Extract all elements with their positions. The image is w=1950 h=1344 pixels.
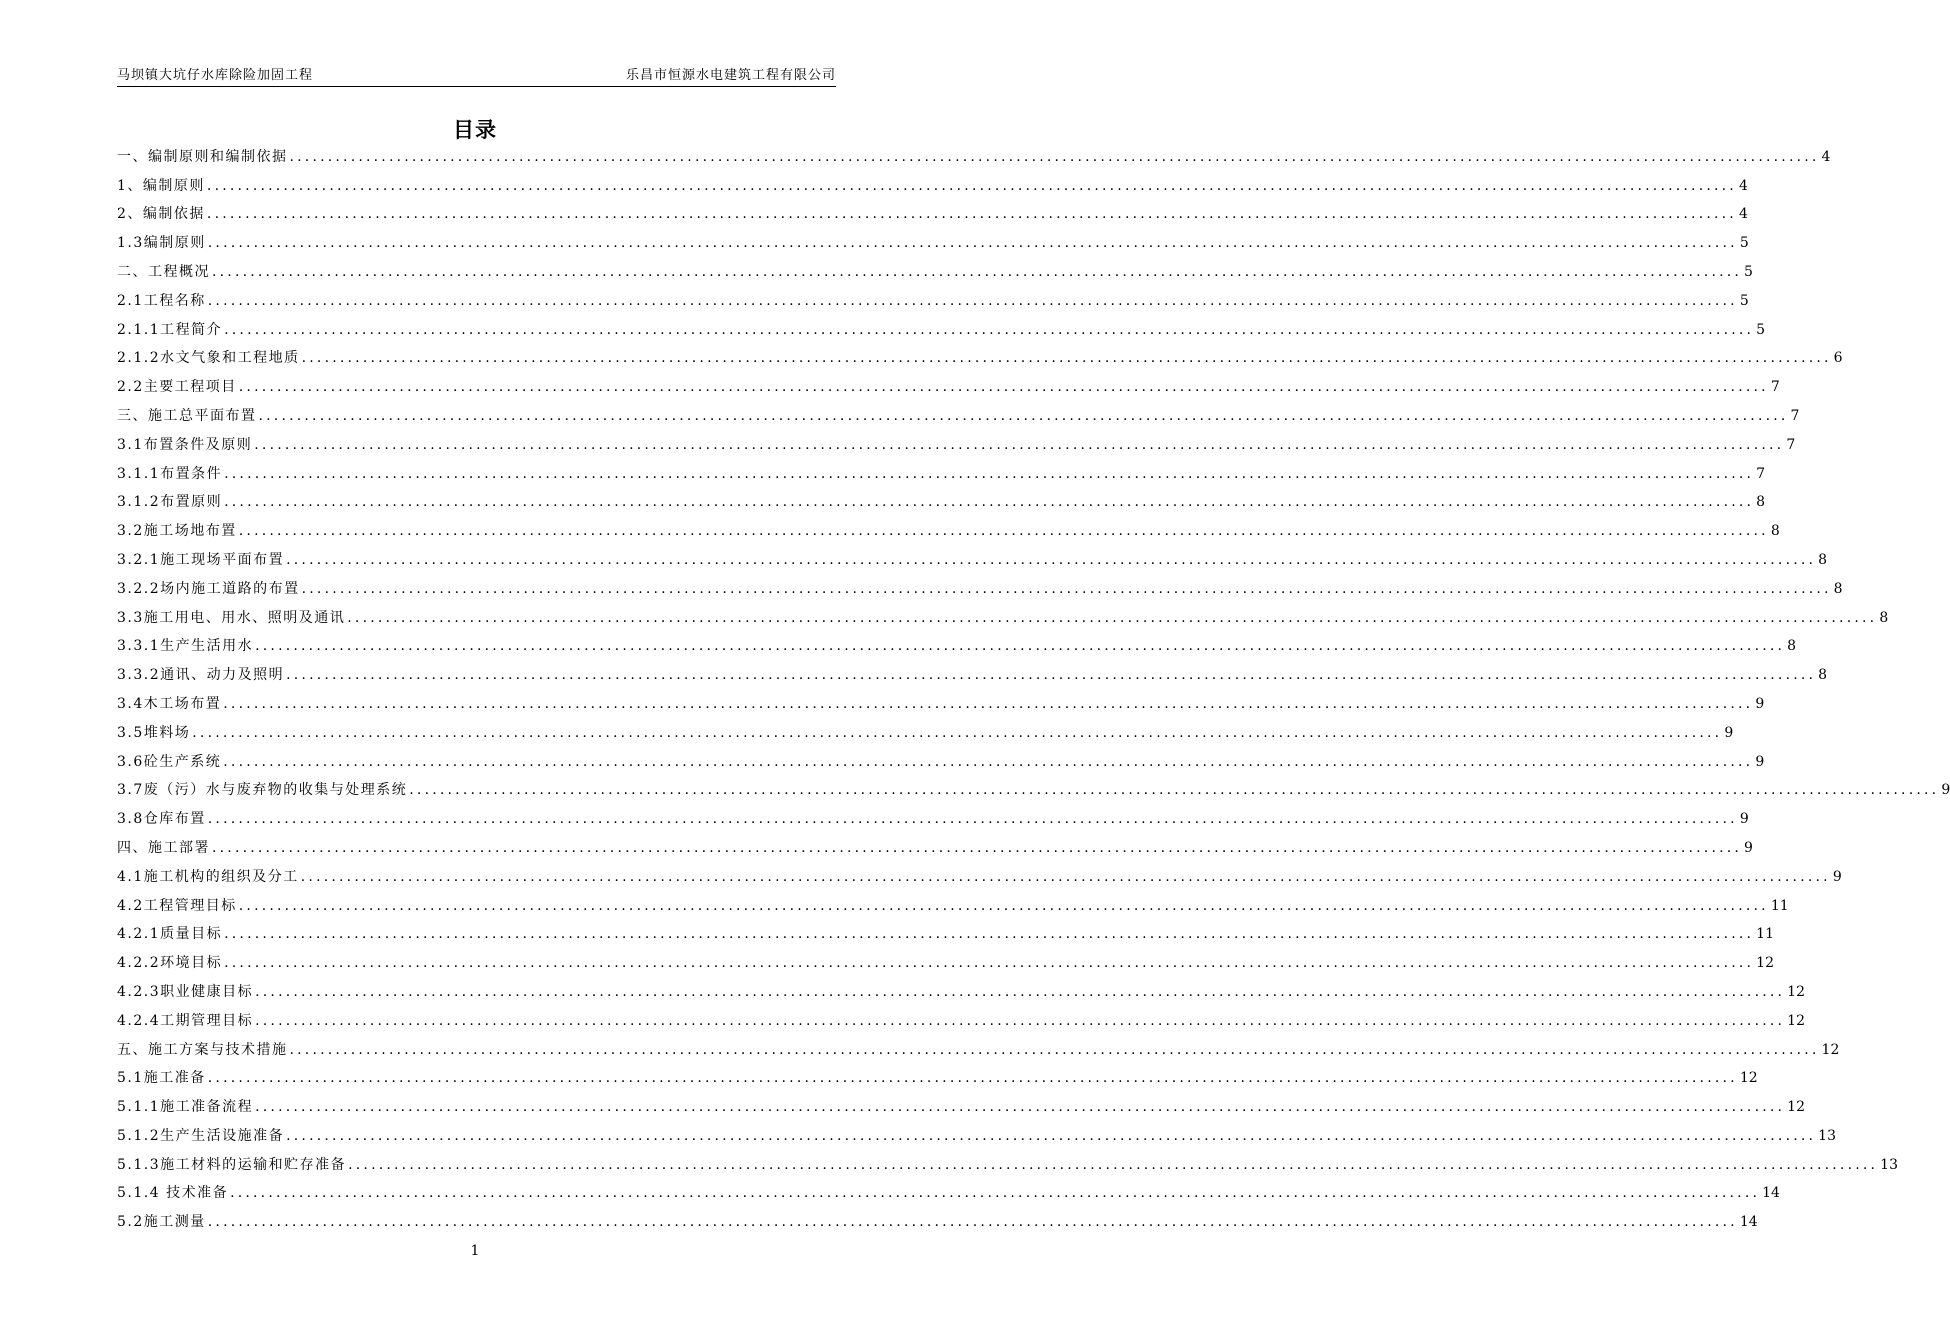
toc-entry[interactable] bbox=[117, 916, 1774, 945]
toc-entry[interactable] bbox=[117, 772, 1950, 801]
toc-entry[interactable] bbox=[117, 167, 1748, 196]
toc-entry-label: 1、编制原则 bbox=[117, 177, 205, 194]
toc-entry[interactable] bbox=[117, 1002, 1805, 1031]
toc-leader-dots: ........................................................................................................................................................................................................ bbox=[230, 1185, 1761, 1202]
toc-leader-dots: ........................................................................................................................................................................................................ bbox=[206, 177, 1737, 194]
toc-entry[interactable] bbox=[117, 714, 1734, 743]
toc-entry-label: 4.2.4工期管理目标 bbox=[117, 1012, 254, 1029]
toc-entry-label: 3.3施工用电、用水、照明及通讯 bbox=[117, 609, 346, 626]
toc-entry[interactable] bbox=[117, 800, 1749, 829]
toc-entry-label: 一、编制原则和编制依据 bbox=[117, 148, 288, 165]
toc-entry-label: 2.2主要工程项目 bbox=[117, 379, 237, 396]
toc-entry[interactable] bbox=[117, 282, 1749, 311]
toc-entry[interactable] bbox=[117, 196, 1748, 225]
toc-entry-page: 13 bbox=[1818, 1127, 1836, 1144]
toc-entry[interactable] bbox=[117, 1088, 1805, 1117]
toc-entry-page: 6 bbox=[1833, 350, 1843, 367]
toc-entry-page: 9 bbox=[1744, 839, 1753, 856]
toc-entry[interactable] bbox=[117, 368, 1780, 397]
toc-leader-dots: ........................................................................................................................................................................................................ bbox=[224, 926, 1755, 943]
toc-entry-page: 9 bbox=[1941, 782, 1950, 799]
toc-entry-page: 4 bbox=[1738, 177, 1748, 194]
toc-entry-page: 7 bbox=[1786, 436, 1796, 453]
toc-entry[interactable] bbox=[117, 656, 1828, 685]
toc-entry-page: 9 bbox=[1755, 695, 1765, 712]
toc-entry-page: 8 bbox=[1833, 580, 1843, 597]
toc-entry-page: 8 bbox=[1756, 494, 1766, 511]
toc-entry-label: 4.2.2环境目标 bbox=[117, 955, 223, 972]
toc-entry-label: 3.3.1生产生活用水 bbox=[117, 638, 254, 655]
toc-entry-page: 9 bbox=[1724, 724, 1734, 741]
toc-entry[interactable] bbox=[117, 1175, 1780, 1204]
toc-entry-label: 5.1.3施工材料的运输和贮存准备 bbox=[117, 1156, 347, 1173]
toc-entry-page: 8 bbox=[1818, 551, 1828, 568]
toc-entry-label: 3.1.2布置原则 bbox=[117, 494, 223, 511]
toc-leader-dots: ........................................................................................................................................................................................................ bbox=[254, 436, 1785, 453]
toc-entry-page: 12 bbox=[1756, 955, 1774, 972]
toc-leader-dots: ........................................................................................................................................................................................................ bbox=[255, 983, 1786, 1000]
toc-entry-page: 11 bbox=[1756, 926, 1774, 943]
toc-leader-dots: ........................................................................................................................................................................................................ bbox=[206, 206, 1737, 223]
toc-entry-page: 9 bbox=[1832, 868, 1842, 885]
toc-entry[interactable] bbox=[117, 570, 1843, 599]
table-of-contents bbox=[117, 138, 1950, 1232]
toc-entry-label: 3.6砼生产系统 bbox=[117, 753, 222, 770]
toc-leader-dots: ........................................................................................................................................................................................................ bbox=[207, 1214, 1738, 1231]
toc-entry-label: 3.4木工场布置 bbox=[117, 695, 222, 712]
toc-entry[interactable] bbox=[117, 484, 1766, 513]
header-company-name: 乐昌市恒源水电建筑工程有限公司 bbox=[625, 68, 836, 83]
toc-entry-page: 13 bbox=[1880, 1156, 1898, 1173]
toc-entry[interactable] bbox=[117, 253, 1753, 282]
toc-leader-dots: ........................................................................................................................................................................................................ bbox=[224, 321, 1755, 338]
toc-leader-dots: ........................................................................................................................................................................................................ bbox=[224, 955, 1755, 972]
page-header bbox=[117, 64, 836, 87]
toc-leader-dots: ........................................................................................................................................................................................................ bbox=[207, 292, 1738, 309]
toc-entry-page: 9 bbox=[1755, 753, 1765, 770]
toc-entry[interactable] bbox=[117, 1117, 1836, 1146]
page-number: 1 bbox=[470, 1243, 480, 1259]
toc-entry-page: 12 bbox=[1821, 1041, 1840, 1058]
toc-entry-label: 3.3.2通讯、动力及照明 bbox=[117, 667, 285, 684]
toc-leader-dots: ........................................................................................................................................................................................................ bbox=[300, 868, 1831, 885]
toc-entry[interactable] bbox=[117, 397, 1800, 426]
toc-leader-dots: ........................................................................................................................................................................................................ bbox=[255, 1099, 1786, 1116]
toc-entry-label: 3.7废（污）水与废弃物的收集与处理系统 bbox=[117, 782, 408, 799]
toc-entry-page: 8 bbox=[1879, 609, 1889, 626]
toc-entry[interactable] bbox=[117, 887, 1789, 916]
toc-entry-label: 四、施工部署 bbox=[117, 839, 210, 856]
toc-entry[interactable] bbox=[117, 1146, 1898, 1175]
toc-entry-page: 14 bbox=[1762, 1185, 1780, 1202]
toc-leader-dots: ........................................................................................................................................................................................................ bbox=[224, 465, 1755, 482]
toc-leader-dots: ........................................................................................................................................................................................................ bbox=[238, 897, 1769, 914]
toc-entry-page: 4 bbox=[1738, 206, 1748, 223]
toc-leader-dots: ........................................................................................................................................................................................................ bbox=[207, 1070, 1738, 1087]
toc-entry[interactable] bbox=[117, 1203, 1758, 1232]
toc-leader-dots: ........................................................................................................................................................................................................ bbox=[286, 551, 1817, 568]
toc-leader-dots: ........................................................................................................................................................................................................ bbox=[223, 753, 1754, 770]
toc-entry-label: 五、施工方案与技术措施 bbox=[117, 1041, 288, 1058]
toc-entry-label: 3.2施工场地布置 bbox=[117, 523, 237, 540]
toc-entry-label: 5.1.1施工准备流程 bbox=[117, 1099, 254, 1116]
toc-entry-label: 4.2.3职业健康目标 bbox=[117, 983, 254, 1000]
toc-entry-page: 8 bbox=[1787, 638, 1797, 655]
toc-entry[interactable] bbox=[117, 138, 1831, 167]
toc-entry-label: 2.1.2水文气象和工程地质 bbox=[117, 350, 300, 367]
toc-entry[interactable] bbox=[117, 340, 1843, 369]
toc-entry-page: 5 bbox=[1744, 263, 1753, 280]
toc-entry[interactable] bbox=[117, 455, 1766, 484]
toc-entry-label: 4.2.1质量目标 bbox=[117, 926, 223, 943]
toc-leader-dots: ........................................................................................................................................................................................................ bbox=[224, 494, 1755, 511]
toc-entry[interactable] bbox=[117, 944, 1774, 973]
toc-entry-label: 2.1工程名称 bbox=[117, 292, 206, 309]
toc-entry-page: 12 bbox=[1787, 1012, 1805, 1029]
toc-entry[interactable] bbox=[117, 311, 1766, 340]
toc-entry[interactable] bbox=[117, 512, 1780, 541]
toc-entry-label: 3.5堆料场 bbox=[117, 724, 191, 741]
toc-leader-dots: ........................................................................................................................................................................................................ bbox=[258, 407, 1789, 424]
toc-entry-label: 3.2.2场内施工道路的布置 bbox=[117, 580, 300, 597]
toc-entry-page: 11 bbox=[1770, 897, 1789, 914]
toc-entry-label: 三、施工总平面布置 bbox=[117, 407, 257, 424]
toc-entry-page: 8 bbox=[1770, 523, 1780, 540]
toc-entry-page: 12 bbox=[1787, 1099, 1805, 1116]
toc-leader-dots: ........................................................................................................................................................................................................ bbox=[192, 724, 1723, 741]
toc-leader-dots: ........................................................................................................................................................................................................ bbox=[255, 638, 1786, 655]
toc-leader-dots: ........................................................................................................................................................................................................ bbox=[409, 782, 1940, 799]
toc-leader-dots: ........................................................................................................................................................................................................ bbox=[289, 1041, 1820, 1058]
toc-entry[interactable] bbox=[117, 599, 1889, 628]
toc-entry-page: 7 bbox=[1770, 379, 1780, 396]
toc-entry-label: 3.2.1施工现场平面布置 bbox=[117, 551, 285, 568]
toc-entry-page: 7 bbox=[1756, 465, 1766, 482]
toc-entry-label: 二、工程概况 bbox=[117, 263, 210, 280]
toc-entry-page: 14 bbox=[1739, 1214, 1758, 1231]
toc-leader-dots: ........................................................................................................................................................................................................ bbox=[348, 1156, 1879, 1173]
toc-entry-page: 12 bbox=[1787, 983, 1805, 1000]
toc-entry-page: 5 bbox=[1739, 235, 1749, 252]
header-project-name: 马坝镇大坑仔水库除险加固工程 bbox=[117, 68, 314, 83]
toc-entry-page: 4 bbox=[1821, 148, 1831, 165]
toc-leader-dots: ........................................................................................................................................................................................................ bbox=[255, 1012, 1786, 1029]
toc-entry[interactable] bbox=[117, 829, 1753, 858]
toc-entry-page: 5 bbox=[1739, 292, 1749, 309]
toc-leader-dots: ........................................................................................................................................................................................................ bbox=[212, 263, 1743, 280]
toc-entry-page: 12 bbox=[1739, 1070, 1758, 1087]
toc-entry[interactable] bbox=[117, 973, 1805, 1002]
toc-leader-dots: ........................................................................................................................................................................................................ bbox=[286, 667, 1817, 684]
page-title: 目录 bbox=[453, 118, 497, 142]
toc-leader-dots: ........................................................................................................................................................................................................ bbox=[301, 580, 1832, 597]
toc-leader-dots: ........................................................................................................................................................................................................ bbox=[347, 609, 1878, 626]
toc-entry-label: 4.2工程管理目标 bbox=[117, 897, 237, 914]
toc-entry-page: 9 bbox=[1739, 811, 1749, 828]
toc-entry-label: 1.3编制原则 bbox=[117, 235, 206, 252]
toc-entry-label: 5.1.2生产生活设施准备 bbox=[117, 1127, 285, 1144]
toc-leader-dots: ........................................................................................................................................................................................................ bbox=[212, 839, 1743, 856]
toc-leader-dots: ........................................................................................................................................................................................................ bbox=[223, 695, 1754, 712]
toc-leader-dots: ........................................................................................................................................................................................................ bbox=[286, 1127, 1817, 1144]
toc-entry-label: 2、编制依据 bbox=[117, 206, 205, 223]
toc-entry[interactable] bbox=[117, 541, 1828, 570]
toc-entry-label: 5.1施工准备 bbox=[117, 1070, 206, 1087]
toc-entry-label: 3.1布置条件及原则 bbox=[117, 436, 253, 453]
toc-leader-dots: ........................................................................................................................................................................................................ bbox=[207, 811, 1738, 828]
toc-entry[interactable] bbox=[117, 628, 1797, 657]
toc-entry[interactable] bbox=[117, 1060, 1758, 1089]
toc-entry-label: 5.2施工测量 bbox=[117, 1214, 206, 1231]
toc-leader-dots: ........................................................................................................................................................................................................ bbox=[301, 350, 1832, 367]
toc-leader-dots: ........................................................................................................................................................................................................ bbox=[289, 148, 1820, 165]
toc-entry-label: 3.8仓库布置 bbox=[117, 811, 206, 828]
toc-entry[interactable] bbox=[117, 224, 1749, 253]
toc-entry-page: 7 bbox=[1790, 407, 1800, 424]
toc-entry-label: 3.1.1布置条件 bbox=[117, 465, 223, 482]
toc-entry[interactable] bbox=[117, 743, 1765, 772]
toc-entry[interactable] bbox=[117, 426, 1796, 455]
toc-leader-dots: ........................................................................................................................................................................................................ bbox=[238, 523, 1769, 540]
toc-entry-page: 5 bbox=[1756, 321, 1766, 338]
toc-entry[interactable] bbox=[117, 1031, 1840, 1060]
toc-entry-page: 8 bbox=[1818, 667, 1828, 684]
toc-leader-dots: ........................................................................................................................................................................................................ bbox=[238, 379, 1769, 396]
toc-entry[interactable] bbox=[117, 685, 1765, 714]
toc-entry-label: 2.1.1工程简介 bbox=[117, 321, 223, 338]
toc-leader-dots: ........................................................................................................................................................................................................ bbox=[207, 235, 1738, 252]
toc-entry-label: 5.1.4 技术准备 bbox=[117, 1185, 229, 1202]
toc-entry[interactable] bbox=[117, 858, 1842, 887]
toc-entry-label: 4.1施工机构的组织及分工 bbox=[117, 868, 299, 885]
